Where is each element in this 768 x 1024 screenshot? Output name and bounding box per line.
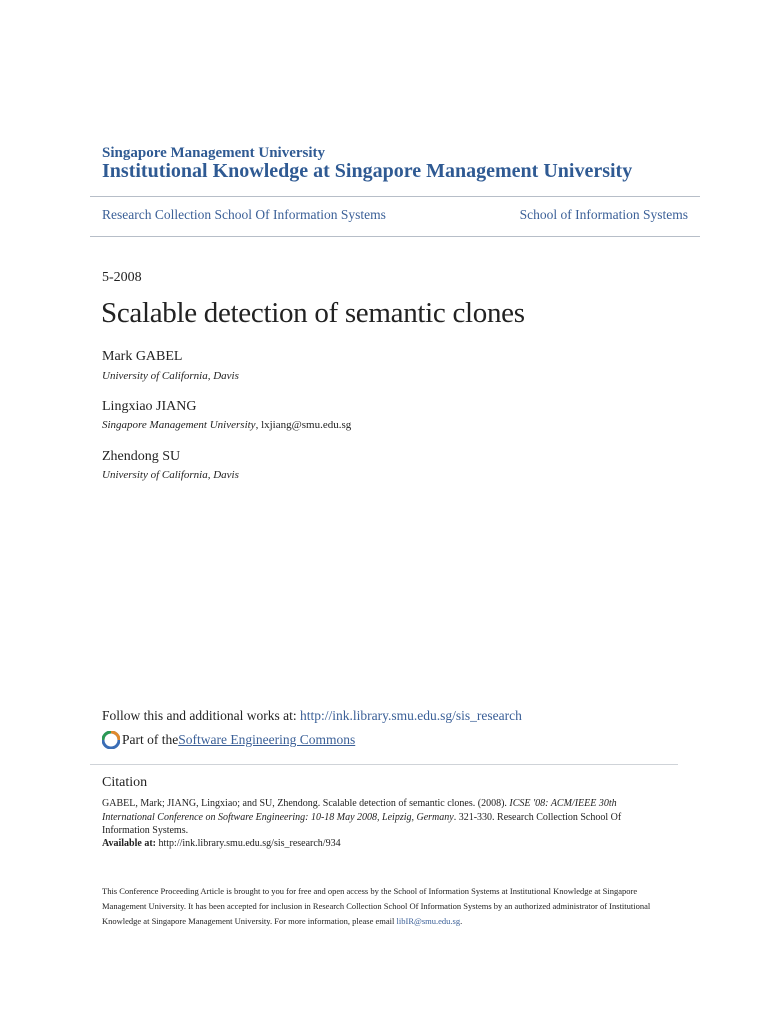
commons-link[interactable]: Software Engineering Commons [178,732,356,747]
author-affiliation: University of California, Davis [102,370,239,382]
citation-heading: Citation [102,775,148,790]
author-name: Mark GABEL [102,349,183,364]
follow-url-link[interactable]: http://ink.library.smu.edu.sg/sis_research [300,708,522,723]
part-of-line: Part of the Software Engineering Commons [102,731,355,749]
follow-line: Follow this and additional works at: http://ink.library.smu.edu.sg/sis_research [102,708,522,723]
paper-title: Scalable detection of semantic clones [101,297,525,329]
author-affiliation: Singapore Management University, lxjiang@smu.edu.sg [102,419,352,431]
publication-date: 5-2008 [102,270,142,285]
citation-text: GABEL, Mark; JIANG, Lingxiao; and SU, Zhendong. Scalable detection of semantic clones. (2008). ICSE '08: ACM/IEEE 30th International Conference on Software Engineering: 10-18 May 2008, Leipzig, Germany. 321-330. Research Collection School Of Information Systems. [102,798,622,836]
repository-link[interactable]: Institutional Knowledge at Singapore Management University [102,160,633,182]
school-link[interactable]: School of Information Systems [519,207,688,222]
divider [90,236,700,237]
divider [90,764,678,765]
divider [90,196,700,197]
available-at: Available at: http://ink.library.smu.edu.sg/sis_research/934 [102,838,341,849]
footer-notice: This Conference Proceeding Article is brought to you for free and open access by the School of Information Systems at Institutional Knowledge at Singapore Management University. It has been accepted for inclusion in Research Collection School Of Information Systems by an authorized administrator of Institutional Knowledge at Singapore Management University. For more information, please email libIR@smu.edu.sg. [102,886,651,926]
commons-icon [102,731,120,749]
author-affiliation: University of California, Davis [102,469,239,481]
author-name: Lingxiao JIANG [102,399,197,414]
collection-link[interactable]: Research Collection School Of Information Systems [102,207,386,222]
university-link[interactable]: Singapore Management University [102,145,326,161]
author-name: Zhendong SU [102,449,181,464]
email-link[interactable]: libIR@smu.edu.sg [396,916,461,926]
available-url[interactable]: http://ink.library.smu.edu.sg/sis_research/934 [155,838,341,849]
